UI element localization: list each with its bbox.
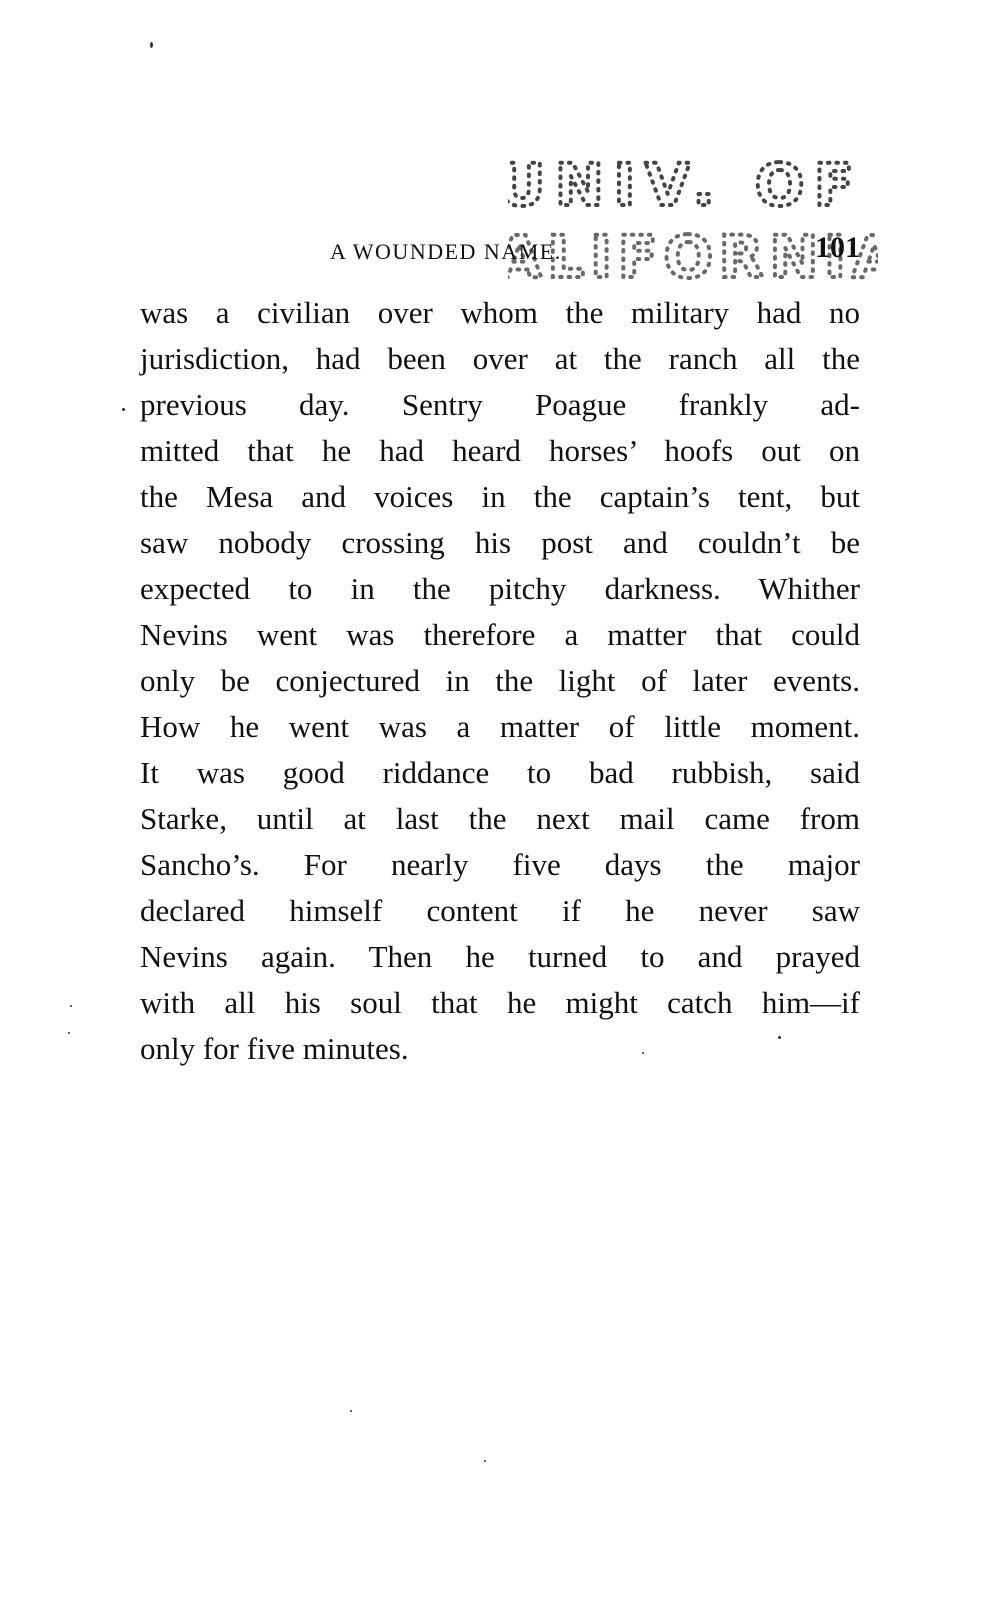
running-head: A WOUNDED NAME. xyxy=(330,239,562,264)
print-speck xyxy=(778,1036,781,1039)
text-line: Nevins again. Then he turned to and prayed xyxy=(140,939,860,974)
print-speck xyxy=(150,42,153,48)
text-line: It was good riddance to bad rubbish, said xyxy=(140,755,860,790)
text-line: saw nobody crossing his post and couldn’t be xyxy=(140,525,860,560)
page-header xyxy=(330,232,860,272)
body-text xyxy=(140,290,860,1072)
print-speck xyxy=(68,1032,70,1034)
page-number: 101 xyxy=(815,231,860,264)
text-line: the Mesa and voices in the captain’s tent, but xyxy=(140,479,860,514)
text-line: Sancho’s. For nearly five days the major xyxy=(140,847,860,882)
svg-text:UNIV. OF xyxy=(508,155,864,219)
text-line: jurisdiction, had been over at the ranch all the xyxy=(140,341,860,376)
text-line: with all his soul that he might catch him—if xyxy=(140,985,860,1020)
perforation-stamp-graphic xyxy=(508,155,878,295)
print-speck xyxy=(642,1052,644,1054)
library-perforation-stamp xyxy=(508,155,878,295)
text-line: previous day. Sentry Poague frankly ad- xyxy=(140,387,860,422)
text-line: only be conjectured in the light of later events. xyxy=(140,663,860,698)
text-line: was a civilian over whom the military had no xyxy=(140,295,860,330)
print-speck xyxy=(70,1005,72,1007)
text-line: Nevins went was therefore a matter that could xyxy=(140,617,860,652)
text-line: How he went was a matter of little moment. xyxy=(140,709,860,744)
text-line: declared himself content if he never saw xyxy=(140,893,860,928)
text-line: expected to in the pitchy darkness. Whither xyxy=(140,571,860,606)
text-line: mitted that he had heard horses’ hoofs out on xyxy=(140,433,860,468)
print-speck xyxy=(350,1410,352,1412)
text-line: Starke, until at last the next mail came from xyxy=(140,801,860,836)
print-speck xyxy=(484,1460,486,1462)
print-speck xyxy=(122,408,125,411)
text-line: only for five minutes. xyxy=(140,1031,409,1066)
